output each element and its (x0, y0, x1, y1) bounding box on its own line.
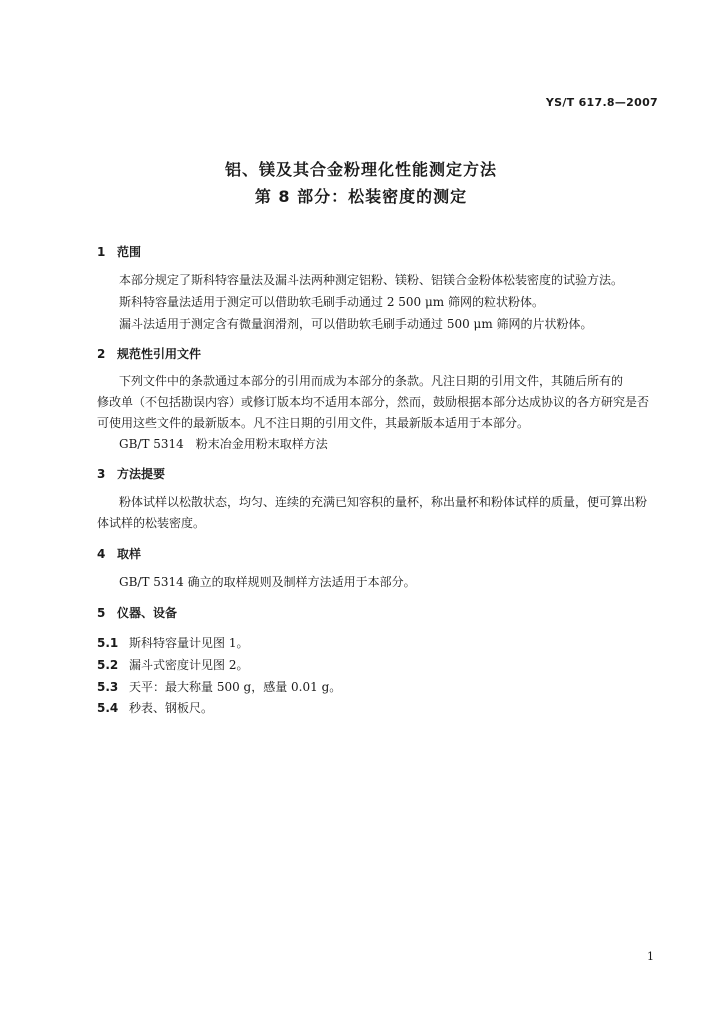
section-number: 5 (97, 606, 106, 620)
section-title: 方法提要 (117, 467, 166, 481)
section-3-heading (97, 465, 165, 482)
standard-number: YS/T 617.8—2007 (545, 96, 658, 109)
document-title: 铝、镁及其合金粉理化性能测定方法 (224, 160, 497, 179)
list-item (97, 699, 213, 716)
paragraph-line: 斯科特容量法适用于测定可以借助软毛刷手动通过 2 500 μm 筛网的粒状粉体。 (119, 295, 544, 309)
paragraph-line: 本部分规定了斯科特容量法及漏斗法两种测定铝粉、镁粉、铝镁合金粉体松装密度的试验方法。 (119, 273, 624, 287)
section-title: 取样 (117, 547, 142, 561)
paragraph-line: 修改单（不包括勘误内容）或修订版本均不适用本部分，然而，鼓励根据本部分达成协议的各方研究是否 (97, 395, 650, 409)
section-number: 4 (97, 547, 106, 561)
section-number: 2 (97, 347, 106, 361)
section-title: 范围 (117, 245, 142, 259)
section-2-heading (97, 345, 201, 362)
section-4-heading (97, 545, 141, 562)
reference-standard: GB/T 5314 粉末冶金用粉末取样方法 (119, 437, 328, 451)
section-title: 规范性引用文件 (117, 347, 202, 361)
list-item (97, 678, 341, 695)
paragraph-line: 下列文件中的条款通过本部分的引用而成为本部分的条款。凡注日期的引用文件，其随后所有的 (119, 374, 624, 388)
list-item (97, 634, 248, 651)
paragraph-line: 粉体试样以松散状态，均匀、连续的充满已知容积的量杯，称出量杯和粉体试样的质量，便可算出粉 (119, 495, 648, 509)
item-text: 漏斗式密度计见图 2。 (129, 658, 249, 672)
paragraph-line: GB/T 5314 确立的取样规则及制样方法适用于本部分。 (119, 575, 416, 589)
document-subtitle: 第 8 部分：松装密度的测定 (254, 187, 468, 206)
section-5-heading (97, 604, 177, 621)
section-1-heading (97, 243, 141, 260)
item-number: 5.4 (97, 701, 119, 715)
paragraph-line: 漏斗法适用于测定含有微量润滑剂，可以借助软毛刷手动通过 500 μm 筛网的片状粉体。 (119, 317, 593, 331)
section-number: 1 (97, 245, 106, 259)
item-number: 5.3 (97, 680, 119, 694)
paragraph-line: 可使用这些文件的最新版本。凡不注日期的引用文件，其最新版本适用于本部分。 (97, 416, 530, 430)
item-text: 秒表、钢板尺。 (129, 701, 214, 715)
page-number: 1 (647, 950, 654, 963)
item-text: 斯科特容量计见图 1。 (129, 636, 249, 650)
list-item (97, 656, 248, 673)
item-number: 5.1 (97, 636, 119, 650)
section-title: 仪器、设备 (117, 606, 178, 620)
section-number: 3 (97, 467, 106, 481)
paragraph-line: 体试样的松装密度。 (97, 516, 206, 530)
item-text: 天平：最大称量 500 g，感量 0.01 g。 (129, 680, 342, 694)
item-number: 5.2 (97, 658, 119, 672)
